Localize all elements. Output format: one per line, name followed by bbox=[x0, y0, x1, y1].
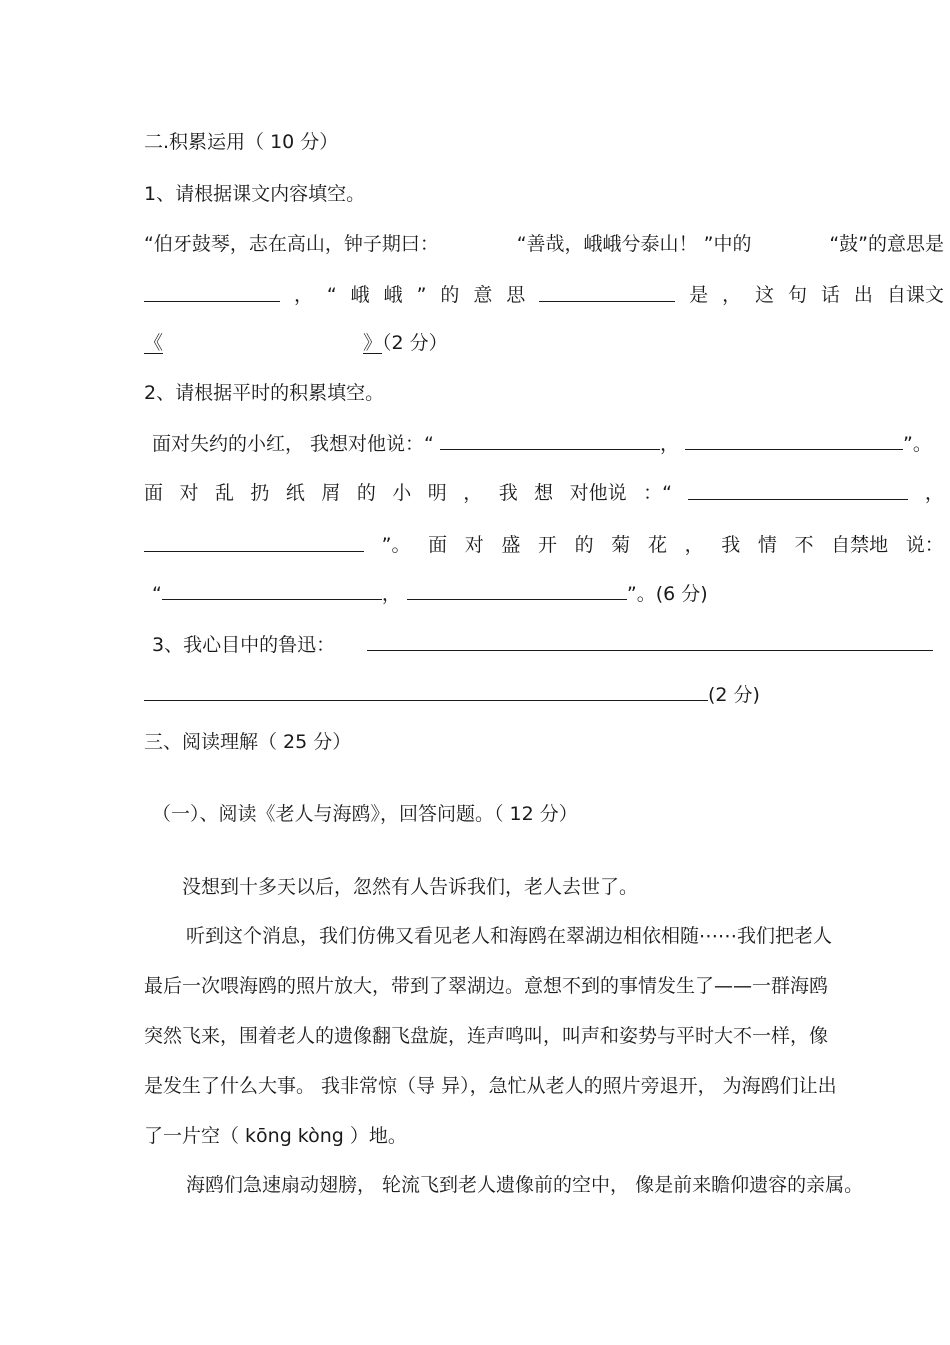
reading-part-1-heading: （一）、阅读《老人与海鸥》，回答问题。（ 12 分） bbox=[152, 803, 578, 825]
answer-blank[interactable] bbox=[162, 580, 382, 600]
answer-blank[interactable] bbox=[144, 532, 364, 552]
question-1-line-3: 《 》（2 分） bbox=[144, 332, 448, 354]
answer-blank[interactable] bbox=[144, 681, 708, 701]
answer-blank[interactable] bbox=[685, 430, 903, 450]
passage-line: 突然飞来，围着老人的遗像翻飞盘旋，连声鸣叫，叫声和姿势与平时大不一样，像 bbox=[144, 1025, 829, 1047]
passage-line: 没想到十多天以后，忽然有人告诉我们，老人去世了。 bbox=[182, 876, 639, 898]
question-2-line-3: ”。 面 对 盛 开 的 菊 花 ， 我 情 不 自禁地 说： bbox=[144, 532, 944, 558]
question-2-line-2: 面 对 乱 扔 纸 屑 的 小 明 ， 我 想 对他说 ：“ ， bbox=[144, 482, 944, 504]
section-heading-accumulation: 二.积累运用（ 10 分） bbox=[144, 131, 339, 153]
question-1-line-1: “伯牙鼓琴，志在高山，钟子期曰： “善哉，峨峨兮泰山！ ”中的 “鼓”的意思是 bbox=[144, 233, 944, 255]
section-heading-reading: 三、阅读理解（ 25 分） bbox=[144, 731, 352, 753]
answer-blank[interactable] bbox=[539, 282, 675, 302]
passage-line: 了一片空（ kōng kòng ）地。 bbox=[144, 1125, 407, 1147]
answer-blank[interactable] bbox=[407, 580, 627, 600]
question-3-line-2: (2 分) bbox=[144, 681, 760, 708]
answer-blank[interactable] bbox=[144, 282, 280, 302]
question-2-line-4: “ ， ”。(6 分) bbox=[152, 580, 708, 607]
passage-line: 是发生了什么大事。 我非常惊（导 异），急忙从老人的照片旁退开， 为海鸥们让出 bbox=[144, 1075, 837, 1097]
answer-blank[interactable] bbox=[440, 430, 660, 450]
question-1-line-2: ， “ 峨 峨 ” 的 意 思 是 ， 这 句 话 出 自课文 bbox=[144, 282, 944, 308]
answer-blank[interactable] bbox=[367, 631, 933, 651]
lesson-title-blank[interactable]: 《 》 bbox=[144, 332, 383, 354]
question-3-line-1: 3、我心目中的鲁迅： bbox=[152, 631, 933, 658]
passage-line: 海鸥们急速扇动翅膀， 轮流飞到老人遗像前的空中， 像是前来瞻仰遗容的亲属。 bbox=[186, 1174, 864, 1196]
answer-blank[interactable] bbox=[688, 480, 908, 500]
passage-line: 听到这个消息，我们仿佛又看见老人和海鸥在翠湖边相依相随⋯⋯我们把老人 bbox=[186, 925, 833, 947]
question-2-line-1: 面对失约的小红， 我想对他说：“ ， ”。 bbox=[152, 430, 932, 457]
question-1-prompt: 1、请根据课文内容填空。 bbox=[144, 183, 366, 205]
question-2-prompt: 2、请根据平时的积累填空。 bbox=[144, 382, 385, 404]
passage-line: 最后一次喂海鸥的照片放大，带到了翠湖边。意想不到的事情发生了——一群海鸥 bbox=[144, 975, 829, 997]
